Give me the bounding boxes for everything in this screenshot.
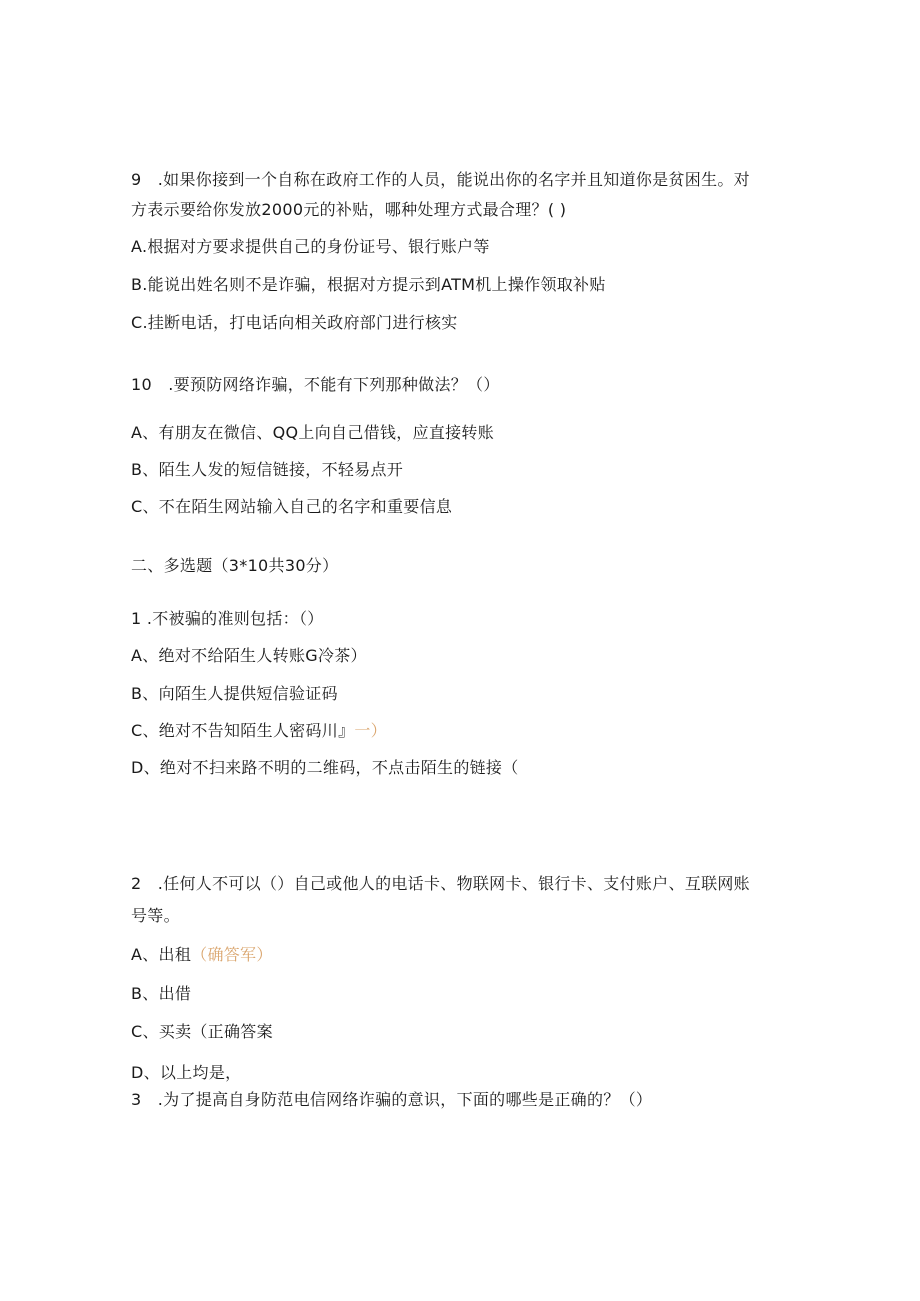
m2-option-b: B、出借 (131, 984, 192, 1003)
q9-option-b: B.能说出姓名则不是诈骗，根据对方提示到ATM机上操作领取补贴 (131, 275, 606, 294)
m3-text: 3 .为了提高自身防范电信网络诈骗的意识，下面的哪些是正确的？（） (131, 1090, 653, 1109)
q9-text-line1: 9 .如果你接到一个自称在政府工作的人员，能说出你的名字并且知道你是贫困生。对 (131, 170, 750, 189)
m1-option-a: A、绝对不给陌生人转账G冷茶） (131, 646, 367, 665)
m2-option-a (131, 945, 273, 965)
m2-option-c: C、买卖（正确答案 (131, 1022, 273, 1041)
m2-text-line2: 号等。 (131, 906, 180, 925)
m2-text-line1: 2 .任何人不可以（）自己或他人的电话卡、物联网卡、银行卡、支付账户、互联网账 (131, 874, 750, 893)
q10-option-c: C、不在陌生网站输入自己的名字和重要信息 (131, 497, 453, 516)
m1-text: 1 .不被骗的准则包括：（） (131, 609, 324, 628)
m1-option-c-mark: 一） (354, 721, 387, 740)
section-title-multiple-choice: 二、多选题（3*10共30分） (131, 556, 339, 575)
m1-option-c (131, 721, 387, 741)
q10-option-b: B、陌生人发的短信链接，不轻易点开 (131, 460, 404, 479)
m2-option-a-text: A、出租 (131, 945, 192, 964)
m1-option-c-text: C、绝对不告知陌生人密码川』 (131, 721, 355, 740)
m1-option-b: B、向陌生人提供短信验证码 (131, 684, 338, 703)
m2-option-d: D、以上均是， (131, 1063, 242, 1082)
q9-option-c: C.挂断电话，打电话向相关政府部门进行核实 (131, 313, 458, 332)
q9-option-a: A.根据对方要求提供自己的身份证号、银行账户等 (131, 237, 490, 256)
m2-option-a-mark: （确答军） (191, 945, 273, 964)
q10-option-a: A、有朋友在微信、QQ上向自己借钱，应直接转账 (131, 423, 495, 442)
m1-option-d: D、绝对不扫来路不明的二维码，不点击陌生的链接（ (131, 758, 519, 777)
q9-text-line2: 方表示要给你发放2000元的补贴，哪种处理方式最合理？( ) (131, 200, 567, 219)
q10-text: 10 .要预防网络诈骗，不能有下列那种做法？（） (131, 375, 500, 394)
